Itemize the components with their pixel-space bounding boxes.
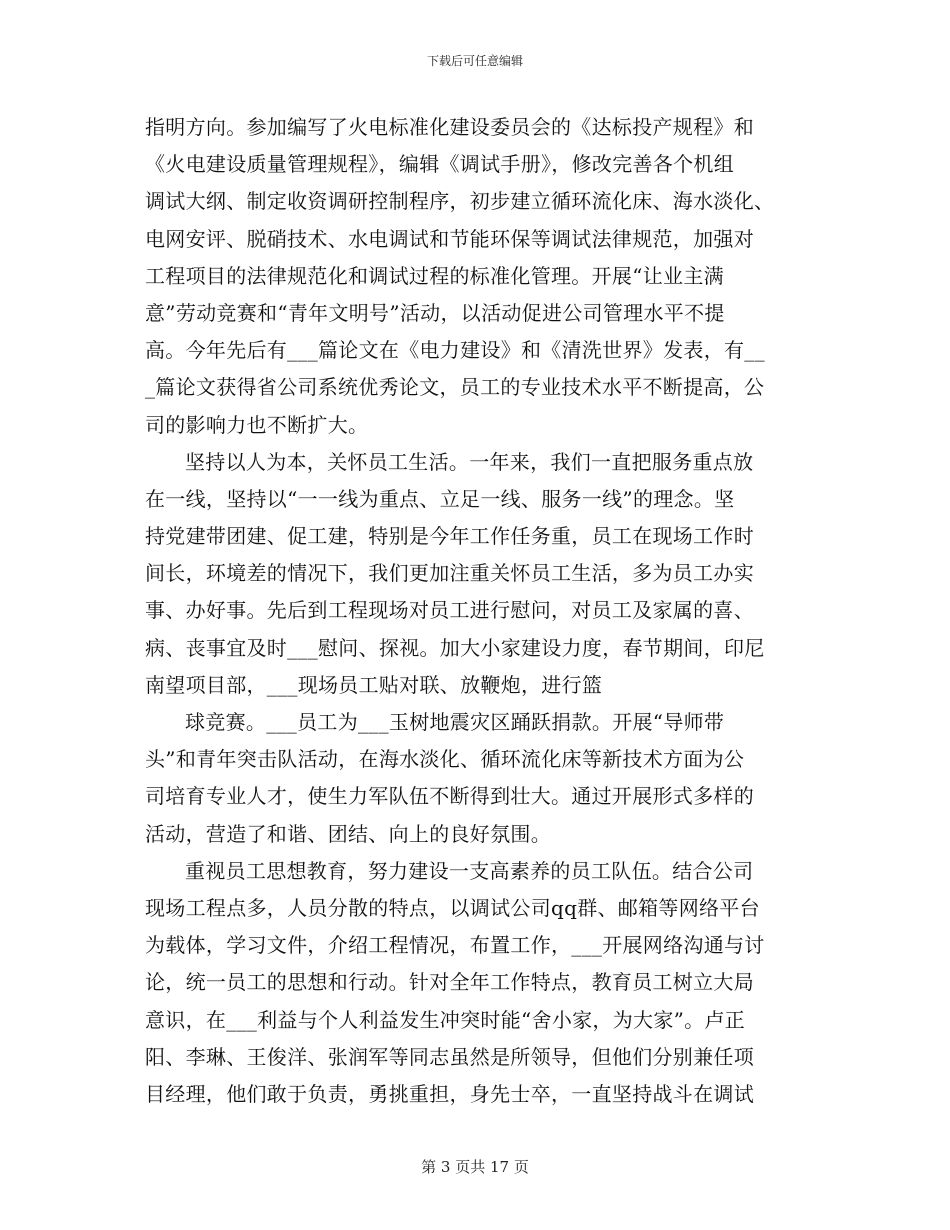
- text-line: 工程项目的法律规范化和调试过程的标准化管理。开展“让业主满: [145, 263, 724, 288]
- text-line: 南望项目部，___现场员工贴对联、放鞭炮，进行篮: [145, 672, 603, 697]
- text-line: 电网安评、脱硝技术、水电调试和节能环保等调试法律规范，加强对: [145, 226, 754, 251]
- text-line: 在一线，坚持以“一一线为重点、立足一线、服务一线”的理念。坚: [145, 486, 735, 511]
- text-line: 论，统一员工的思想和行动。针对全年工作特点，教育员工树立大局: [145, 970, 754, 995]
- text-line: 意”劳动竞赛和“青年文明号”活动，以活动促进公司管理水平不提: [145, 300, 725, 325]
- text-line: 头”和青年突击队活动，在海水淡化、循环流化床等新技术方面为公: [145, 747, 745, 772]
- text-line: 事、办好事。先后到工程现场对员工进行慰问，对员工及家属的喜、: [145, 598, 754, 623]
- text-line: 司培育专业人才，使生力军队伍不断得到壮大。通过开展形式多样的: [145, 784, 754, 809]
- text-line: 为载体，学习文件，介绍工程情况，布置工作，___开展网络沟通与讨: [145, 933, 765, 958]
- page-header: 下载后可任意编辑: [426, 54, 523, 68]
- text-line: 阳、李琳、王俊洋、张润军等同志虽然是所领导，但他们分别兼任项: [145, 1044, 754, 1069]
- paragraph-start-line: 重视员工思想教育，努力建设一支高素养的员工队伍。结合公司: [185, 858, 754, 883]
- paragraph-start-line: 坚持以人为本，关怀员工生活。一年来，我们一直把服务重点放: [185, 449, 754, 474]
- text-line: 高。今年先后有___篇论文在《电力建设》和《清洗世界》发表，有__: [145, 338, 765, 363]
- text-line: _篇论文获得省公司系统优秀论文，员工的专业技术水平不断提高，公: [145, 375, 765, 400]
- text-line: 司的影响力也不断扩大。: [145, 412, 369, 437]
- document-body: [145, 109, 800, 1113]
- text-line: 现场工程点多，人员分散的特点，以调试公司qq群、邮箱等网络平台: [145, 895, 760, 920]
- text-line: 病、丧事宜及时___慰问、探视。加大小家建设力度，春节期间，印尼: [145, 635, 765, 660]
- text-line: 意识，在___利益与个人利益发生冲突时能“舍小家，为大家”。卢正: [145, 1007, 746, 1032]
- text-line: 目经理，他们敢于负责，勇挑重担，身先士卒，一直坚持战斗在调试: [145, 1081, 754, 1106]
- text-line: 指明方向。参加编写了火电标准化建设委员会的《达标投产规程》和: [145, 115, 754, 139]
- text-line: 《火电建设质量管理规程》，编辑《调试手册》，修改完善各个机组: [145, 152, 734, 177]
- text-line: 间长，环境差的情况下，我们更加注重关怀员工生活，多为员工办实: [145, 561, 754, 586]
- text-line: 持党建带团建、促工建，特别是今年工作任务重，员工在现场工作时: [145, 524, 754, 549]
- page-footer: 第 3 页共 17 页: [421, 1158, 529, 1176]
- text-line: 调试大纲、制定收资调研控制程序，初步建立循环流化床、海水淡化、: [145, 189, 775, 214]
- text-line: 活动，营造了和谐、团结、向上的良好氛围。: [145, 821, 551, 846]
- paragraph-start-line: 球竞赛。___员工为___玉树地震灾区踊跃捐款。开展“导师带: [185, 710, 725, 734]
